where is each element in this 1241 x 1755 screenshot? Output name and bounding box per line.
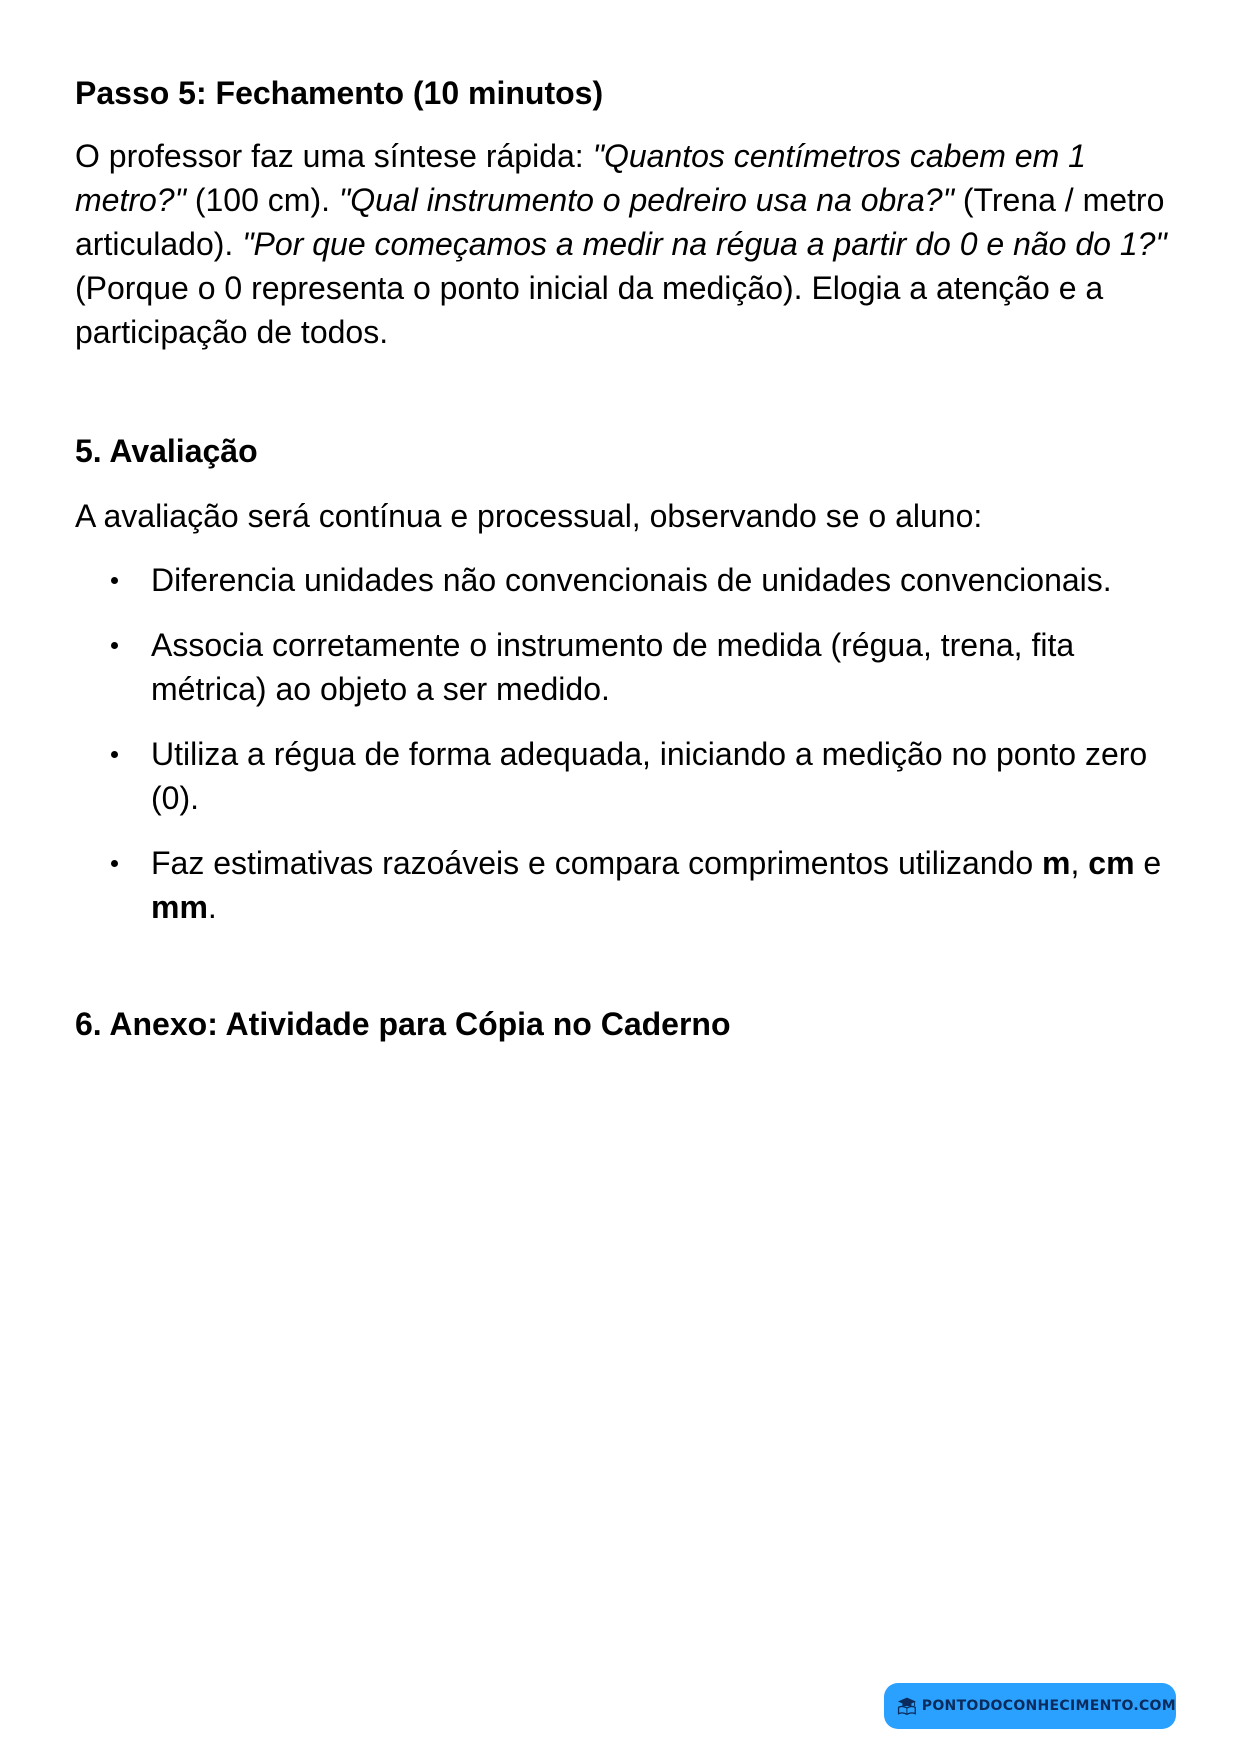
step5-part: (100 cm). bbox=[185, 182, 339, 218]
bullet-icon bbox=[111, 642, 118, 649]
step5-question: "Por que começamos a medir na régua a partir do 0 e não do 1?" bbox=[242, 226, 1167, 262]
list-item-text: e bbox=[1134, 845, 1162, 881]
evaluation-list bbox=[75, 558, 1175, 929]
section5-heading: 5. Avaliação bbox=[75, 433, 258, 469]
list-item-text: . bbox=[207, 889, 217, 925]
step5-part: O professor faz uma síntese rápida: bbox=[75, 138, 593, 174]
graduation-book-icon bbox=[896, 1691, 918, 1721]
bullet-icon bbox=[111, 751, 118, 758]
page-content bbox=[75, 72, 1175, 1045]
list-item-text: Associa corretamente o instrumento de medida (régua, trena, fita métrica) ao objeto a ser medido. bbox=[151, 627, 1075, 707]
step5-part: (Trena / metro articulado). bbox=[75, 182, 1165, 262]
step5-part: (Porque o 0 representa o ponto inicial da medição). Elogia a atenção e a participação de todos. bbox=[75, 270, 1104, 350]
section6-heading: 6. Anexo: Atividade para Cópia no Caderno bbox=[75, 1006, 731, 1042]
badge-label: PONTODOCONHECIMENTO.COM bbox=[921, 1698, 1176, 1714]
section5-intro: A avaliação será contínua e processual, observando se o aluno: bbox=[75, 498, 983, 534]
step5-question: "Qual instrumento o pedreiro usa na obra?" bbox=[338, 182, 954, 218]
step5-question: "Quantos centímetros cabem em 1 metro?" bbox=[75, 138, 1086, 218]
step5-paragraph bbox=[75, 134, 1175, 354]
site-badge[interactable] bbox=[884, 1683, 1176, 1729]
bullet-icon bbox=[111, 577, 118, 584]
unit-m: m bbox=[1042, 845, 1071, 881]
unit-cm: cm bbox=[1088, 845, 1135, 881]
list-item-text: Faz estimativas razoáveis e compara comprimentos utilizando bbox=[151, 845, 1043, 881]
list-item-text: Diferencia unidades não convencionais de unidades convencionais. bbox=[151, 562, 1112, 598]
unit-mm: mm bbox=[151, 889, 208, 925]
list-item bbox=[75, 732, 1175, 820]
list-item-text: Utiliza a régua de forma adequada, iniciando a medição no ponto zero (0). bbox=[151, 736, 1148, 816]
bullet-icon bbox=[111, 860, 118, 867]
step5-heading: Passo 5: Fechamento (10 minutos) bbox=[75, 75, 604, 111]
list-item-text: , bbox=[1070, 845, 1089, 881]
list-item bbox=[75, 841, 1175, 929]
list-item bbox=[75, 623, 1175, 711]
list-item bbox=[75, 558, 1175, 602]
